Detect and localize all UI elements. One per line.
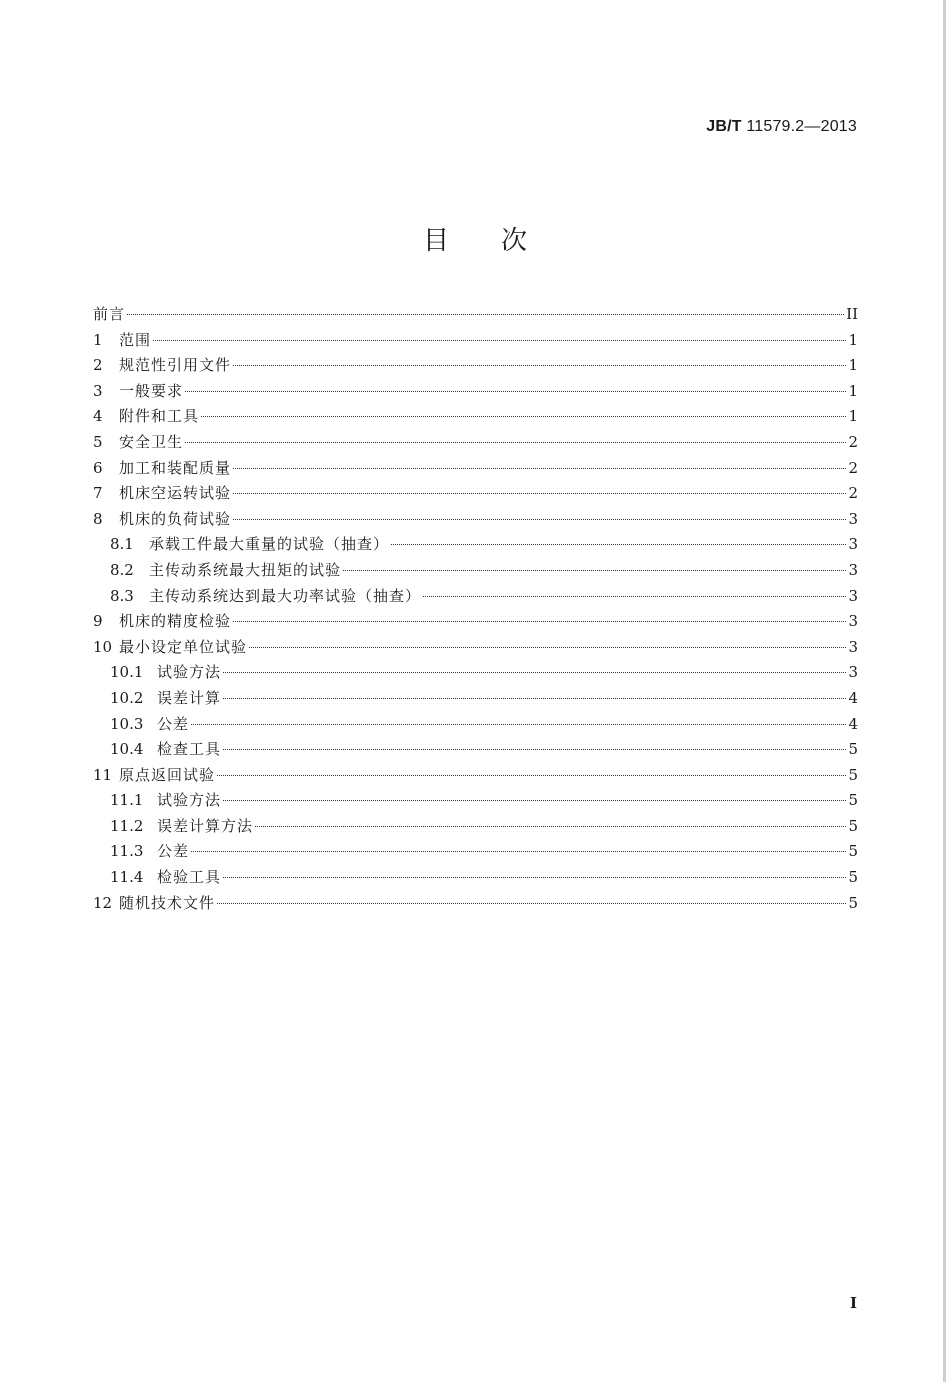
toc-entry-label: 机床空运转试验 — [119, 484, 232, 503]
toc-entry-number: 11.2 — [110, 816, 144, 835]
toc-entry-number: 4 — [93, 407, 103, 426]
toc-leader-dots — [185, 442, 846, 443]
toc-entry[interactable] — [93, 353, 858, 379]
toc-entry-number: 8.3 — [110, 586, 134, 605]
toc-entry-page: 3 — [848, 560, 858, 579]
toc-entry-number: 10.1 — [110, 663, 144, 682]
toc-leader-dots — [217, 903, 846, 904]
toc-entry-number: 10.4 — [110, 740, 144, 759]
toc-entry-page: 2 — [848, 432, 858, 451]
toc-entry[interactable] — [93, 814, 858, 840]
toc-entry-label: 规范性引用文件 — [119, 356, 232, 375]
toc-entry-label: 检验工具 — [157, 868, 222, 887]
toc-leader-dots — [233, 468, 846, 469]
toc-leader-dots — [223, 672, 846, 673]
toc-entry-label: 范围 — [119, 330, 152, 349]
toc-entry-page: 1 — [848, 381, 858, 400]
toc-leader-dots — [223, 877, 846, 878]
toc-entry-page: II — [846, 305, 858, 323]
toc-entry-label: 最小设定单位试验 — [119, 637, 248, 656]
toc-entry[interactable] — [93, 430, 858, 456]
document-code-number: 11579.2—2013 — [741, 118, 857, 135]
toc-entry[interactable] — [93, 328, 858, 354]
toc-entry-page: 3 — [848, 586, 858, 605]
toc-entry-page: 3 — [848, 509, 858, 528]
toc-entry[interactable] — [93, 788, 858, 814]
toc-entry[interactable] — [93, 507, 858, 533]
toc-entry-label: 误差计算 — [157, 688, 222, 707]
toc-entry[interactable] — [93, 609, 858, 635]
page-title: 目次 — [422, 226, 579, 256]
toc-entry-number: 7 — [93, 484, 103, 503]
page-edge — [943, 0, 946, 1382]
toc-entry-page: 5 — [848, 816, 858, 835]
toc-entry[interactable] — [93, 481, 858, 507]
toc-entry-number: 11.4 — [110, 868, 144, 887]
toc-entry-number: 11.3 — [110, 842, 144, 861]
toc-entry[interactable] — [93, 865, 858, 891]
toc-entry-page: 3 — [848, 612, 858, 631]
toc-entry-label: 公差 — [157, 714, 190, 733]
toc-entry-page: 1 — [848, 356, 858, 375]
toc-entry-number: 3 — [93, 381, 103, 400]
toc-entry[interactable] — [93, 379, 858, 405]
toc-entry-page: 1 — [848, 407, 858, 426]
toc-entry[interactable] — [93, 686, 858, 712]
toc-leader-dots — [223, 698, 846, 699]
toc-entry-number: 5 — [93, 432, 103, 451]
toc-entry-label: 试验方法 — [157, 791, 222, 810]
toc-entry-label: 原点返回试验 — [119, 765, 216, 784]
toc-leader-dots — [233, 365, 846, 366]
toc-entry-page: 2 — [848, 484, 858, 503]
toc-entry-number: 11 — [93, 765, 113, 784]
toc-entry-page: 5 — [848, 868, 858, 887]
page-number: I — [849, 1294, 857, 1312]
toc-entry-page: 5 — [848, 842, 858, 861]
toc-entry[interactable] — [93, 737, 858, 763]
toc-leader-dots — [191, 724, 846, 725]
toc-entry[interactable] — [93, 456, 858, 482]
toc-leader-dots — [217, 775, 846, 776]
toc-leader-dots — [223, 749, 846, 750]
toc-entry-label: 主传动系统最大扭矩的试验 — [149, 560, 342, 579]
toc-entry-page: 4 — [848, 714, 858, 733]
toc-entry[interactable] — [93, 532, 858, 558]
table-of-contents — [93, 302, 858, 916]
toc-entry-number: 6 — [93, 458, 103, 477]
toc-entry-page: 4 — [848, 688, 858, 707]
toc-leader-dots — [233, 519, 846, 520]
toc-entry-label: 误差计算方法 — [157, 816, 254, 835]
toc-entry-number: 2 — [93, 356, 103, 375]
toc-entry[interactable] — [93, 763, 858, 789]
toc-entry-number: 10.2 — [110, 688, 144, 707]
toc-entry-page: 1 — [848, 330, 858, 349]
toc-entry-page: 3 — [848, 637, 858, 656]
toc-entry[interactable] — [93, 558, 858, 584]
toc-leader-dots — [223, 800, 846, 801]
toc-leader-dots — [249, 647, 846, 648]
toc-leader-dots — [255, 826, 846, 827]
document-code-prefix: JB/T — [706, 118, 742, 135]
toc-entry-label: 承载工件最大重量的试验（抽查） — [149, 535, 390, 554]
document-code — [706, 118, 857, 136]
toc-entry-label: 一般要求 — [119, 381, 184, 400]
toc-leader-dots — [185, 391, 846, 392]
toc-entry-number: 8.2 — [110, 560, 134, 579]
toc-leader-dots — [153, 340, 846, 341]
toc-leader-dots — [423, 596, 846, 597]
toc-entry-number: 10 — [93, 637, 113, 656]
toc-leader-dots — [343, 570, 846, 571]
toc-entry-page: 2 — [848, 458, 858, 477]
toc-leader-dots — [127, 314, 844, 315]
toc-leader-dots — [233, 493, 846, 494]
toc-entry-label: 机床的精度检验 — [119, 612, 232, 631]
toc-entry[interactable] — [93, 660, 858, 686]
toc-entry[interactable] — [93, 302, 858, 328]
toc-entry-number: 10.3 — [110, 714, 144, 733]
toc-entry-number: 1 — [93, 330, 103, 349]
toc-entry-label: 附件和工具 — [119, 407, 200, 426]
toc-entry-label: 安全卫生 — [119, 432, 184, 451]
toc-entry-label: 随机技术文件 — [119, 893, 216, 912]
toc-leader-dots — [191, 851, 846, 852]
toc-entry-label: 机床的负荷试验 — [119, 509, 232, 528]
toc-entry-page: 5 — [848, 765, 858, 784]
toc-entry-label: 加工和装配质量 — [119, 458, 232, 477]
toc-leader-dots — [391, 544, 846, 545]
toc-entry-number: 11.1 — [110, 791, 144, 810]
toc-entry-number: 8.1 — [110, 535, 134, 554]
toc-entry-page: 5 — [848, 740, 858, 759]
toc-entry[interactable] — [93, 839, 858, 865]
toc-entry-number: 12 — [93, 893, 113, 912]
toc-entry[interactable] — [93, 584, 858, 610]
toc-entry-page: 3 — [848, 535, 858, 554]
toc-entry-page: 3 — [848, 663, 858, 682]
toc-entry-label: 主传动系统达到最大功率试验（抽查） — [149, 586, 422, 605]
toc-entry-page: 5 — [848, 893, 858, 912]
toc-entry[interactable] — [93, 712, 858, 738]
toc-entry-label: 前言 — [93, 305, 126, 323]
toc-entry-label: 试验方法 — [157, 663, 222, 682]
toc-entry-number: 8 — [93, 509, 103, 528]
toc-leader-dots — [233, 621, 846, 622]
toc-entry-label: 公差 — [157, 842, 190, 861]
toc-entry[interactable] — [93, 404, 858, 430]
toc-entry-label: 检查工具 — [157, 740, 222, 759]
toc-entry[interactable] — [93, 635, 858, 661]
toc-leader-dots — [201, 416, 846, 417]
toc-entry-number: 9 — [93, 612, 103, 631]
toc-entry-page: 5 — [848, 791, 858, 810]
toc-entry[interactable] — [93, 891, 858, 917]
